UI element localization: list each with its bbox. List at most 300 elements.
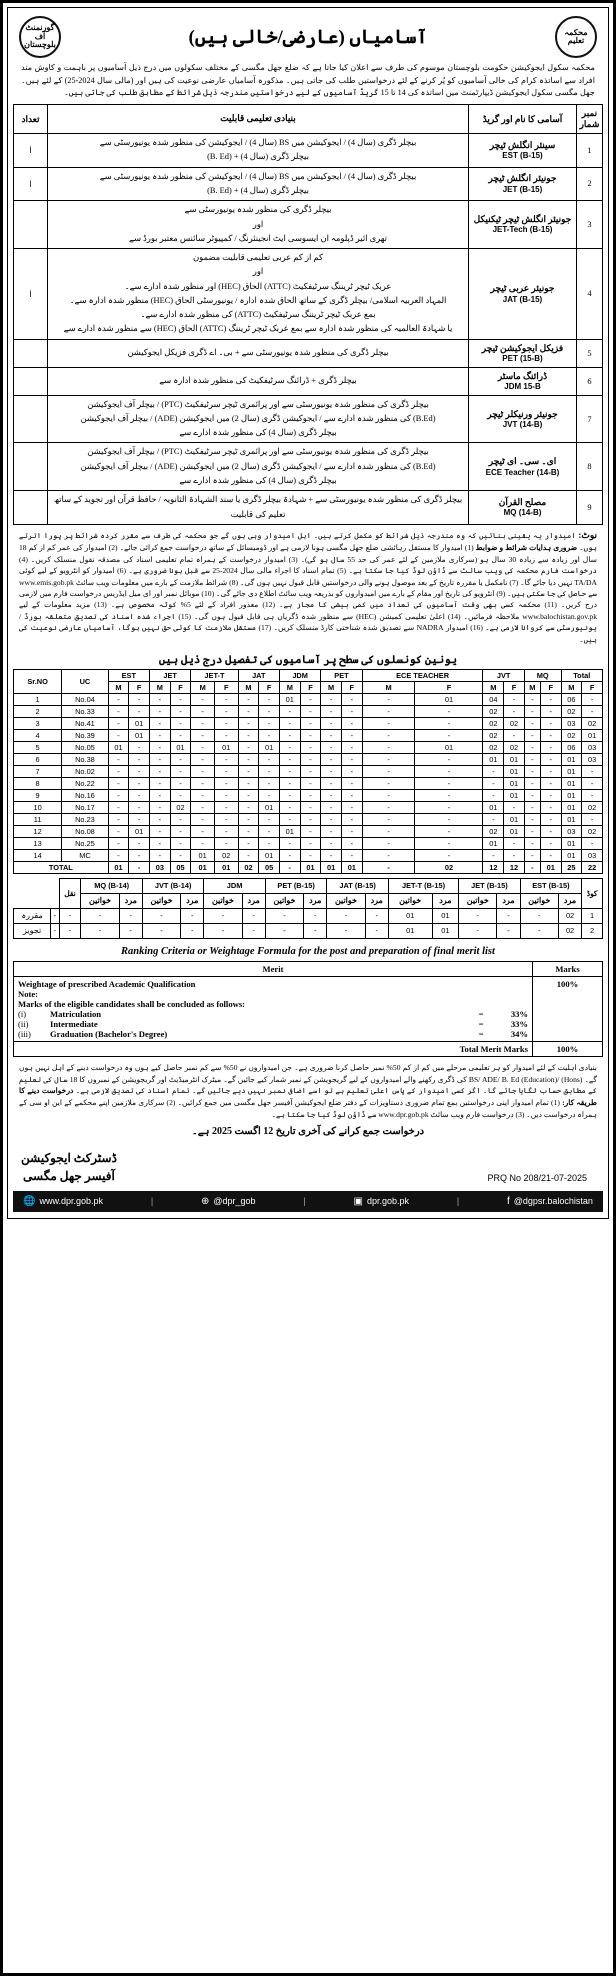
qualification-line: بیچلر ڈگری کی منظور شدہ یونیورسٹی سے اور پرائمری ٹیچر سرٹیفکیٹ (PTC) / بیچلر آف ایجوکیشن — [87, 399, 429, 409]
uc-cell: 01 — [129, 717, 150, 729]
uc-col-jet-t: JET-T — [191, 669, 238, 681]
uc-cell: - — [582, 705, 603, 717]
code-subcol-header: مرد — [365, 893, 388, 908]
uc-cell: - — [540, 825, 561, 837]
uc-total-cell: 12 — [504, 861, 525, 873]
uc-table-row — [14, 801, 603, 813]
uc-cell: - — [524, 753, 540, 765]
uc-cell: - — [341, 813, 362, 825]
th-qualification: بنیادی تعلیمی قابلیت — [48, 105, 469, 134]
uc-total-cell: 01 — [341, 861, 362, 873]
uc-cell: - — [170, 789, 191, 801]
code-cell: - — [265, 923, 303, 938]
uc-cell: 03 — [582, 753, 603, 765]
merit-item-roman: (i) — [18, 1008, 27, 1019]
uc-cell: - — [300, 837, 321, 849]
qualification-line: کم از کم عربی تعلیمی قابلیت مضمون — [193, 253, 323, 263]
uc-cell: - — [149, 729, 170, 741]
uc-cell: - — [214, 729, 238, 741]
code-table-row — [14, 923, 603, 938]
uc-cell: - — [362, 705, 415, 717]
posts-table-row — [14, 167, 603, 201]
social-link-facebook[interactable] — [507, 1196, 593, 1207]
code-subcol-header: مرد — [432, 893, 459, 908]
qualification-line: بیچلر ڈگری (سال 4) کی منظور شدہ ادارے سے — [179, 476, 337, 486]
posts-table-row — [14, 443, 603, 491]
merit-body-row — [14, 976, 603, 1041]
post-name — [469, 443, 577, 491]
uc-cell: - — [504, 729, 525, 741]
code-col-header: JDM — [204, 878, 265, 893]
note-item: (13) مزید معلومات کے لیے www.balochistan.gov.pk ملاحظہ فرمائیں۔ — [19, 600, 598, 621]
uc-cell: - — [341, 717, 362, 729]
uc-row-name: No.05 — [62, 741, 108, 753]
code-subcol-header: خواتین — [265, 893, 303, 908]
uc-col-uc: UC — [62, 669, 108, 693]
uc-cell: - — [170, 705, 191, 717]
code-cell: - — [242, 923, 265, 938]
qualification-line: بمع عربک ٹیچر ٹریننگ سرٹیفکیٹ (ATTC) کی منظور شدہ ادارے سے۔ — [140, 310, 376, 320]
uc-cell: - — [540, 813, 561, 825]
uc-cell: 06 — [561, 741, 582, 753]
note-section-title: ضروری ہدایات شرائط و ضوابط — [475, 543, 578, 553]
uc-cell: - — [214, 765, 238, 777]
uc-cell: 02 — [504, 717, 525, 729]
code-table-row — [14, 908, 603, 923]
uc-cell: 01 — [561, 849, 582, 861]
code-col-header: نقل — [59, 878, 81, 908]
qualification-line: عربک ٹیچر ٹریننگ سرٹیفکیٹ (ATTC) الحاق (HEC) اور منظور شدہ ادارے سے۔ — [124, 281, 392, 291]
uc-total-cell: - — [524, 861, 540, 873]
uc-table-row — [14, 765, 603, 777]
uc-row-name: No.02 — [62, 765, 108, 777]
uc-cell: - — [279, 801, 300, 813]
prq-number: PRQ No 208/21-07-2025 — [487, 1172, 587, 1183]
uc-cell: - — [582, 765, 603, 777]
government-seal-right-icon — [555, 16, 597, 58]
uc-cell: - — [108, 849, 129, 861]
uc-cell: 02 — [483, 825, 504, 837]
note-item: (2) امیدوار کی عمر کم از کم 18 سال اور زیادہ سے زیادہ 30 سال ہو (سرکاری ملازمین کے لئے عمر کی حد 55 سال ہو گی)۔ — [19, 543, 598, 564]
uc-cell: - — [415, 789, 483, 801]
merit-item-equals: = — [478, 1018, 484, 1029]
post-qualification — [48, 339, 469, 367]
merit-item-equals: = — [478, 1008, 484, 1019]
social-label: @dpr_gob — [213, 1196, 256, 1207]
code-row-number: 2 — [582, 923, 603, 938]
code-col-header: JET (B-15) — [459, 878, 520, 893]
post-sr: 6 — [577, 367, 603, 395]
uc-cell: - — [524, 705, 540, 717]
post-name — [469, 167, 577, 201]
uc-table-row — [14, 741, 603, 753]
uc-cell: - — [300, 705, 321, 717]
uc-cell: 01 — [214, 741, 238, 753]
uc-cell: 02 — [483, 729, 504, 741]
uc-col-est: EST — [108, 669, 149, 681]
uc-col-pet: PET — [321, 669, 362, 681]
uc-cell: - — [191, 741, 215, 753]
post-name — [469, 339, 577, 367]
uc-col-jvt: JVT — [483, 669, 524, 681]
merit-table — [13, 961, 603, 1057]
uc-total-cell: 01 — [300, 861, 321, 873]
note-item: (12) معذور افراد کے لئے 5% کوٹہ مخصوص ہے۔ — [110, 600, 279, 610]
uc-cell: - — [524, 717, 540, 729]
facebook-icon: f — [506, 1195, 510, 1207]
uc-cell: - — [238, 777, 259, 789]
posts-table-header-row — [14, 105, 603, 134]
code-subcol-header: خواتین — [388, 893, 432, 908]
code-cell: - — [119, 923, 142, 938]
merit-total-label: Total Merit Marks — [14, 1041, 533, 1056]
uc-row-name: No.17 — [62, 801, 108, 813]
code-cell: - — [497, 923, 520, 938]
post-qualification — [48, 491, 469, 525]
merit-total-row — [14, 1041, 603, 1056]
uc-row-sr: 2 — [14, 705, 62, 717]
post-name — [469, 491, 577, 525]
uc-cell: - — [129, 813, 150, 825]
uc-col-mq: MQ — [524, 669, 561, 681]
uc-cell: 02 — [582, 801, 603, 813]
code-cell: - — [204, 908, 242, 923]
uc-cell: - — [149, 777, 170, 789]
note-item: (10) موبائل نمبر اور ای میل ایڈریس درخواست فارم میں لازمی درج کریں۔ — [19, 588, 597, 610]
uc-cell: - — [300, 717, 321, 729]
uc-col-total: Total — [561, 669, 602, 681]
qualification-line: بیچلر ڈگری (سال 4) + (B. Ed) — [207, 185, 309, 195]
uc-total-cell: 12 — [483, 861, 504, 873]
social-link-twitter[interactable] — [201, 1196, 256, 1207]
code-cell: - — [497, 908, 520, 923]
code-cell: - — [51, 908, 59, 923]
uc-cell: - — [279, 849, 300, 861]
th-merit: Merit — [14, 961, 533, 976]
uc-cell: 01 — [279, 693, 300, 705]
note-item: (6) امیدوار کو انٹرویو کے لیے کوئی TA/DA نہیں دیا جائے گا۔ — [19, 566, 597, 587]
uc-row-name: No.39 — [62, 729, 108, 741]
uc-cell: - — [362, 717, 415, 729]
uc-subcol-f: F — [170, 681, 191, 693]
code-cell: - — [59, 923, 81, 938]
uc-row-sr: 9 — [14, 789, 62, 801]
uc-cell: - — [582, 837, 603, 849]
code-col-header: PET (B-15) — [265, 878, 327, 893]
uc-table-row — [14, 777, 603, 789]
social-link-globe[interactable] — [23, 1196, 103, 1207]
uc-cell: - — [300, 765, 321, 777]
uc-cell: - — [540, 705, 561, 717]
merit-item-name: Intermediate — [50, 1018, 98, 1029]
note-item: (5) تمام اسناد کا اجراء مالی سال 2024-25 سے قبل ہونا ضروری ہے۔ — [128, 566, 349, 576]
uc-cell: - — [341, 837, 362, 849]
uc-cell: - — [341, 705, 362, 717]
social-label: www.dpr.gob.pk — [39, 1196, 103, 1207]
uc-row-sr: 3 — [14, 717, 62, 729]
uc-cell: - — [341, 753, 362, 765]
uc-cell: - — [170, 765, 191, 777]
uc-col-jet: JET — [149, 669, 190, 681]
uc-cell: - — [321, 813, 342, 825]
uc-total-cell: - — [362, 861, 415, 873]
uc-cell: - — [238, 753, 259, 765]
qualification-line: بیچلر ڈگری کی منظور شدہ یونیورسٹی سے اور پرائمری ٹیچر سرٹیفکیٹ (PTC) / بیچلر آف ایجوکیشن — [87, 447, 429, 457]
uc-row-sr: 5 — [14, 741, 62, 753]
post-title: سینئر انگلش ٹیچر — [489, 139, 556, 150]
code-cell: - — [327, 908, 365, 923]
uc-subcol-m: M — [561, 681, 582, 693]
code-cell: - — [119, 908, 142, 923]
post-code: JVT (14-B) — [502, 419, 543, 429]
uc-cell: - — [483, 765, 504, 777]
uc-row-sr: 14 — [14, 849, 62, 861]
uc-cell: - — [321, 741, 342, 753]
code-cell: - — [365, 908, 388, 923]
uc-cell: 01 — [415, 741, 483, 753]
uc-cell: - — [362, 777, 415, 789]
uc-cell: - — [108, 705, 129, 717]
uc-cell: - — [415, 765, 483, 777]
uc-cell: - — [259, 813, 280, 825]
uc-total-cell: 01 — [321, 861, 342, 873]
uc-cell: - — [524, 789, 540, 801]
uc-cell: - — [483, 813, 504, 825]
uc-cell: - — [129, 741, 150, 753]
uc-cell: - — [321, 729, 342, 741]
th-sr: نمبر شمار — [577, 105, 603, 134]
uc-cell: - — [129, 789, 150, 801]
uc-subcol-f: F — [129, 681, 150, 693]
uc-cell: - — [108, 693, 129, 705]
merit-item-roman: (ii) — [18, 1018, 29, 1029]
uc-cell: - — [149, 837, 170, 849]
uc-cell: - — [279, 741, 300, 753]
uc-cell: 01 — [259, 741, 280, 753]
uc-subcol-f: F — [540, 681, 561, 693]
uc-table-row — [14, 705, 603, 717]
uc-subcol-m: M — [483, 681, 504, 693]
code-col-header: کوڈ — [582, 878, 603, 908]
merit-criteria-cell — [14, 976, 533, 1041]
code-col-header: JAT (B-15) — [327, 878, 388, 893]
uc-subcol-m: M — [149, 681, 170, 693]
uc-cell: - — [540, 777, 561, 789]
uc-cell: - — [108, 837, 129, 849]
uc-row-name: No.08 — [62, 825, 108, 837]
code-subheader-row — [14, 893, 603, 908]
uc-cell: - — [238, 825, 259, 837]
uc-cell: - — [259, 789, 280, 801]
uc-cell: - — [415, 729, 483, 741]
uc-cell: 01 — [483, 753, 504, 765]
code-cell: - — [459, 923, 497, 938]
uc-cell: - — [238, 849, 259, 861]
post-title: ای۔ سی۔ ای ٹیچر — [488, 456, 557, 467]
post-name — [469, 134, 577, 168]
uc-cell: - — [214, 693, 238, 705]
uc-cell: - — [341, 741, 362, 753]
uc-subcol-f: F — [214, 681, 238, 693]
uc-cell: - — [191, 777, 215, 789]
uc-cell: - — [300, 849, 321, 861]
uc-cell: - — [321, 837, 342, 849]
uc-cell: - — [214, 753, 238, 765]
uc-cell: - — [415, 777, 483, 789]
merit-item-equals: = — [478, 1028, 484, 1039]
uc-cell: - — [191, 765, 215, 777]
uc-cell: - — [108, 729, 129, 741]
header — [13, 12, 603, 60]
uc-cell: - — [341, 825, 362, 837]
footnotes — [13, 1057, 603, 1123]
uc-cell: - — [321, 693, 342, 705]
instagram-icon: ▣ — [353, 1195, 363, 1207]
posts-table-row — [14, 134, 603, 168]
qualification-line: بیچلر ڈگری (سال 4) کی منظور شدہ ادارے سے — [179, 428, 337, 438]
note-item: (4) درخواست فارم محکمہ کی ویب سائٹ سے ڈاؤن لوڈ کیا جا سکتا ہے۔ — [19, 554, 597, 576]
code-cell: - — [520, 923, 558, 938]
posts-table-row — [14, 249, 603, 340]
merit-total-value: 100% — [533, 1041, 603, 1056]
uc-cell: - — [108, 753, 129, 765]
signature-row — [13, 1141, 603, 1187]
code-col-header: MQ (B-14) — [81, 878, 142, 893]
uc-cell: 01 — [561, 765, 582, 777]
apply-method-text: (1) تمام امیدوار اپنی درخواستیں بمع تمام ضروری دستاویزات کے دفتر ضلع ایجوکیشن آفیسر جھل مگسی میں جمع کرائیں۔ (2) سرکاری ملازمین اپنے محکمے کے این او سی کے ہمراہ درخواست دیں۔ (3) درخواست فارم ویب سائٹ www.dpr.gob.pk سے ڈاؤن لوڈ کیا جا سکتا ہے۔ — [19, 1098, 597, 1119]
code-cell: - — [242, 908, 265, 923]
note-item: (8) شرائط ملازمت کے بارے میں معلومات ویب سائٹ www.emis.gob.pk سے حاصل کی جا سکتی ہیں۔ — [19, 577, 597, 598]
uc-cell: - — [504, 705, 525, 717]
post-name — [469, 249, 577, 340]
uc-cell: 03 — [582, 741, 603, 753]
social-link-instagram[interactable] — [354, 1196, 410, 1207]
uc-cell: 01 — [279, 825, 300, 837]
uc-cell: - — [321, 717, 342, 729]
uc-cell: 01 — [259, 801, 280, 813]
uc-cell: - — [524, 693, 540, 705]
post-count — [14, 367, 48, 395]
merit-note-text: Marks of the eligible candidates shall be concluded as follows: — [18, 998, 246, 1009]
uc-cell: - — [170, 813, 191, 825]
post-code: ECE Teacher (14-B) — [485, 467, 560, 477]
uc-cell: - — [341, 801, 362, 813]
uc-col-jat: JAT — [238, 669, 279, 681]
note-item: (1) امیدوار کا مستقل رہائشی ضلع جھل مگسی ہونا لازمی ہے اور ڈومیسائل کے ساتھ درخواست جمع کرائی جائے۔ — [119, 543, 474, 553]
uc-cell: 02 — [582, 717, 603, 729]
uc-cell: - — [362, 813, 415, 825]
uc-cell: - — [415, 717, 483, 729]
code-subcol-header: خواتین — [204, 893, 242, 908]
post-name — [469, 201, 577, 249]
uc-cell: - — [341, 789, 362, 801]
social-label: dpr.gob.pk — [366, 1196, 409, 1207]
post-qualification — [48, 367, 469, 395]
uc-cell: - — [321, 849, 342, 861]
code-subcol-header: خواتین — [520, 893, 558, 908]
uc-subcol-m: M — [108, 681, 129, 693]
uc-cell: - — [300, 753, 321, 765]
uc-cell: 06 — [561, 693, 582, 705]
merit-items-list — [18, 1009, 528, 1039]
uc-cell: - — [321, 825, 342, 837]
uc-cell: - — [170, 849, 191, 861]
uc-cell: 02 — [582, 825, 603, 837]
code-col-header: JVT (B-14) — [142, 878, 203, 893]
uc-row-name: MC — [62, 849, 108, 861]
note-item: (7) نامکمل یا مقررہ تاریخ کے بعد موصول ہونے والی درخواستیں قابل قبول نہیں ہوں گی۔ — [239, 577, 521, 587]
uc-cell: - — [279, 813, 300, 825]
uc-row-name: No.33 — [62, 705, 108, 717]
uc-cell: 02 — [170, 801, 191, 813]
uc-cell: - — [362, 729, 415, 741]
post-qualification — [48, 395, 469, 443]
code-cell: - — [181, 908, 204, 923]
uc-cell: - — [191, 789, 215, 801]
uc-cell: - — [108, 777, 129, 789]
uc-cell: - — [191, 825, 215, 837]
note-item: (14) اعلیٰ تعلیمی کمیشن (HEC) سے منظور شدہ ڈگریاں ہی قابل قبول ہوں گی۔ — [194, 611, 464, 621]
uc-subcol-m: M — [321, 681, 342, 693]
post-code: JET (B-15) — [502, 184, 543, 194]
uc-cell: - — [191, 801, 215, 813]
uc-cell: - — [259, 837, 280, 849]
uc-cell: 01 — [504, 777, 525, 789]
code-cell: 01 — [432, 923, 459, 938]
uc-row-sr: 13 — [14, 837, 62, 849]
qualification-line: (B.Ed) کی منظور شدہ ادارے سے / ایجوکیشن ڈگری (سال 2) میں ایجوکیشن (ADE) / بیچلر آف ایجوکیشن — [80, 413, 436, 423]
uc-cell: - — [582, 813, 603, 825]
uc-cell: - — [341, 849, 362, 861]
uc-table-row — [14, 837, 603, 849]
note-item: (15) اجراء شدہ اسناد کی تصدیق متعلقہ بورڈ / یونیورسٹی سے کروانا لازمی ہے۔ — [19, 611, 597, 633]
uc-cell: - — [259, 825, 280, 837]
uc-cell: - — [108, 765, 129, 777]
uc-cell: - — [415, 825, 483, 837]
code-col-header: EST (B-15) — [520, 878, 582, 893]
code-subcol-header: خواتین — [142, 893, 180, 908]
seal-left-text: گورنمنٹ آف بلوچستان — [24, 23, 56, 50]
uc-cell: - — [191, 717, 215, 729]
post-code: JET-Tech (B-15) — [492, 225, 553, 235]
code-row-number: 1 — [582, 908, 603, 923]
uc-cell: - — [238, 813, 259, 825]
uc-cell: - — [170, 837, 191, 849]
weightage-line: Weightage of prescribed Academic Qualification — [18, 978, 196, 989]
uc-col-sr-no: Sr.NO — [14, 669, 62, 693]
uc-cell: 02 — [483, 717, 504, 729]
uc-total-cell: 25 — [561, 861, 582, 873]
uc-cell: 03 — [561, 717, 582, 729]
uc-cell: - — [238, 705, 259, 717]
uc-cell: 01 — [129, 825, 150, 837]
post-code-table — [13, 878, 603, 939]
uc-table-row — [14, 729, 603, 741]
uc-cell: - — [300, 777, 321, 789]
uc-cell: - — [582, 693, 603, 705]
uc-cell: - — [524, 765, 540, 777]
code-cell: - — [520, 908, 558, 923]
uc-cell: - — [524, 849, 540, 861]
code-subcol-header: مرد — [304, 893, 327, 908]
uc-cell: - — [259, 705, 280, 717]
uc-detail-table — [13, 669, 603, 874]
uc-cell: - — [108, 789, 129, 801]
uc-cell: 02 — [483, 705, 504, 717]
uc-cell: - — [524, 813, 540, 825]
signature-block — [21, 1141, 117, 1187]
code-cell: - — [304, 923, 327, 938]
